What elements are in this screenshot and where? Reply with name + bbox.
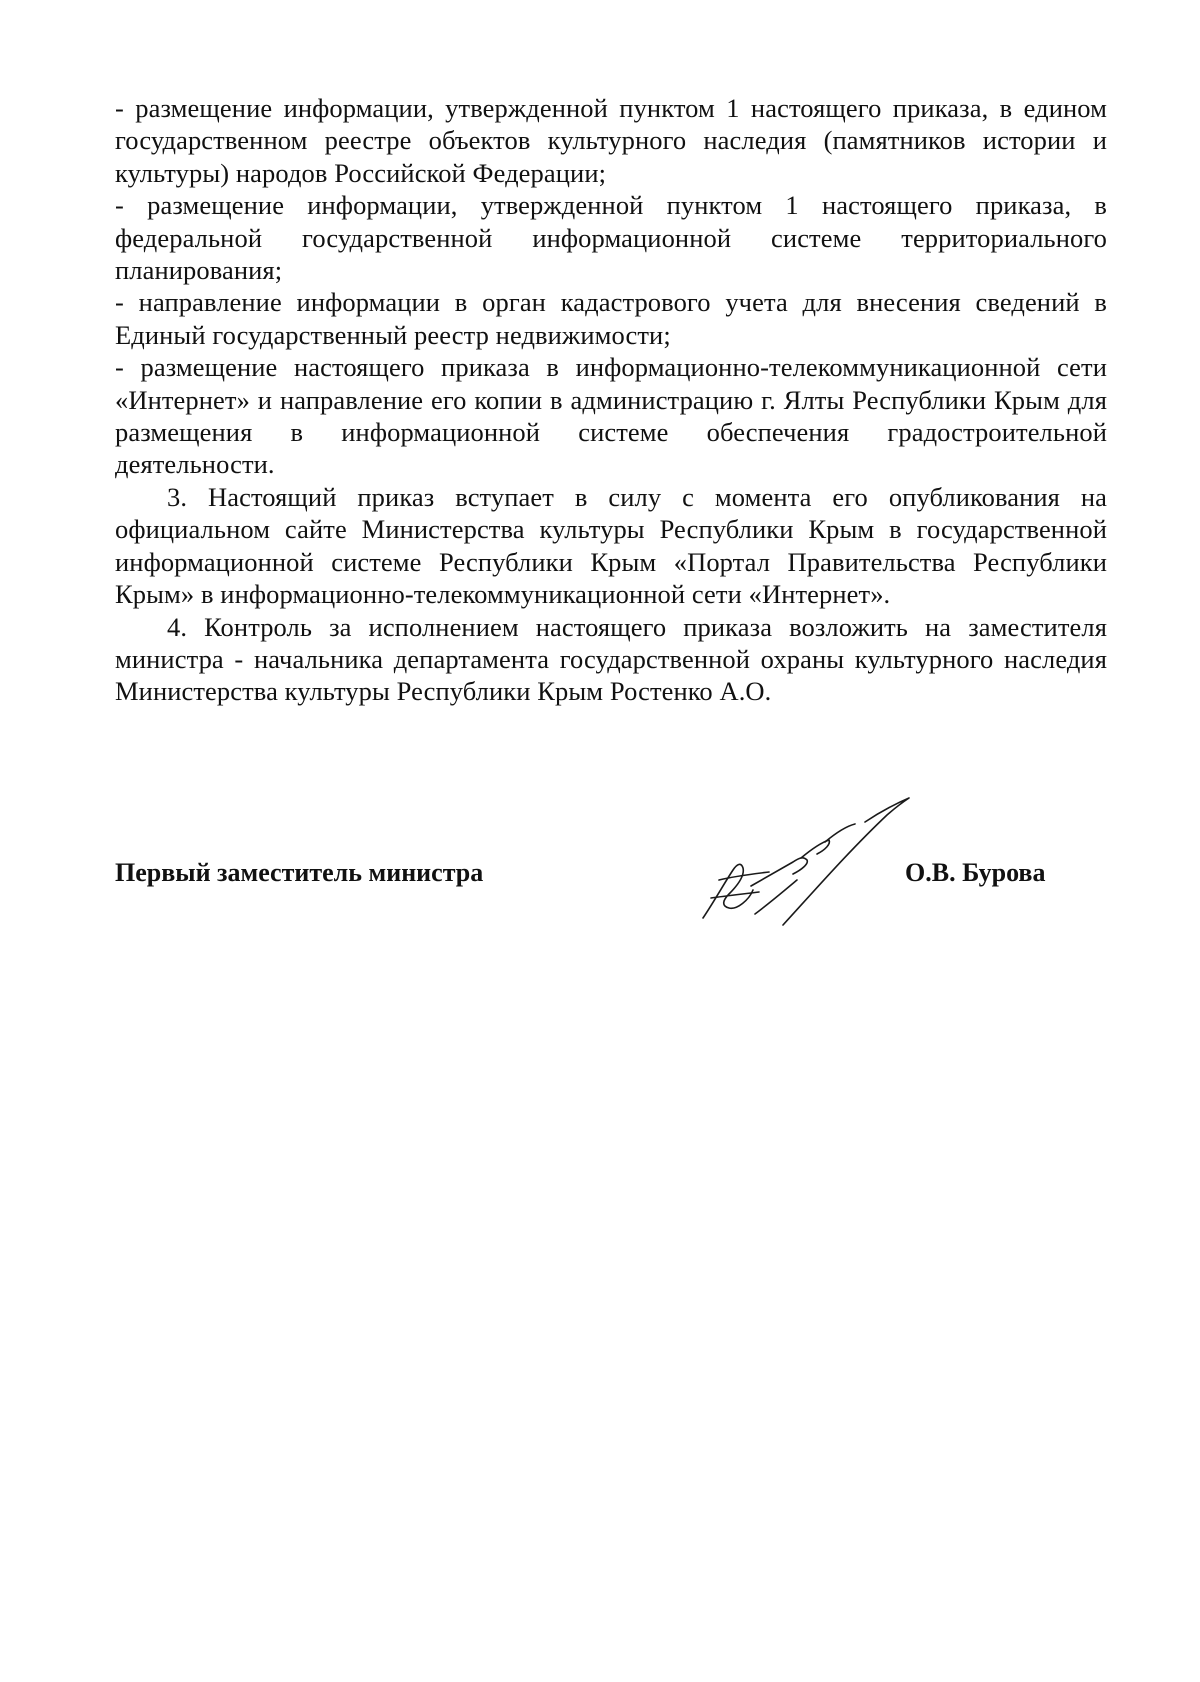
signer-name: О.В. Бурова [905, 858, 1046, 887]
paragraph-internet-placement: - размещение настоящего приказа в информационно-телекоммуникационной сети «Интернет» и направление его копии в администрацию г. Ялты Республики Крым для размещения в информационной системе обеспечения градостроительной деятельности. [115, 352, 1107, 480]
signature-block [115, 790, 1075, 930]
signer-position: Первый заместитель министра [115, 858, 484, 887]
paragraph-cadastral-direction: - направление информации в орган кадастрового учета для внесения сведений в Единый государственный реестр недвижимости; [115, 287, 1107, 350]
paragraph-egrokn-placement: - размещение информации, утвержденной пунктом 1 настоящего приказа, в едином государственном реестре объектов культурного наследия (памятников истории и культуры) народов Российской Федерации; [115, 93, 1107, 188]
paragraph-item-4: 4. Контроль за исполнением настоящего приказа возложить на заместителя министра - начальника департамента государственной охраны культурного наследия Министерства культуры Республики Крым Ростенко А.О. [115, 611, 1107, 707]
paragraph-item-3: 3. Настоящий приказ вступает в силу с момента его опубликования на официальном сайте Министерства культуры Республики Крым в государственной информационной системе Республики Крым «Портал Правительства Республики Крым» в информационно-телекоммуникационной сети «Интернет». [115, 481, 1107, 610]
document-body [115, 92, 1107, 708]
paragraph-fgis-tp-placement: - размещение информации, утвержденной пунктом 1 настоящего приказа, в федеральной государственной информационной системе территориального планирования; [115, 190, 1107, 286]
